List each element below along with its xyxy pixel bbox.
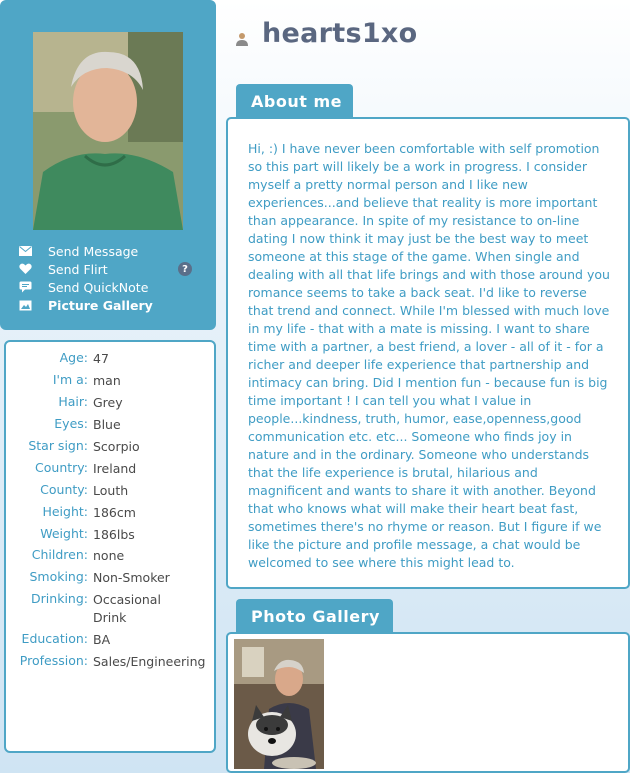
detail-value: Louth xyxy=(93,483,129,498)
speech-bubble-icon xyxy=(18,280,32,294)
send-flirt-label: Send Flirt xyxy=(48,261,108,277)
profile-photo[interactable] xyxy=(33,32,183,230)
tab-about-me[interactable]: About me xyxy=(236,84,353,118)
heart-icon xyxy=(18,262,32,276)
send-message-button[interactable] xyxy=(18,242,208,260)
detail-value: 47 xyxy=(93,351,109,366)
gallery-panel xyxy=(226,632,630,773)
detail-value: BA xyxy=(93,632,111,647)
detail-label: Eyes: xyxy=(54,416,88,431)
about-text: Hi, :) I have never been comfortable with self promotion so this part will likely be a work in progress. I consider myself a pretty normal person and I like new experiences...and believe that reality is more important than appearance. In spite of my resistance to on-line dating I now think it may just be the best way to meet someone at this stage of the game. When single and dealing with all that life brings and with those around you romance seems to take a back seat. I'd like to reverse that trend and connect. While I'm blessed with much love in my life - that with a mate is missing. I want to share time with a partner, a best friend, a lover - all of it - for a richer and deeper life experience that partnership and intimacy can bring. Did I mention fun - because fun is big time important ! I can tell you what I value in people...kindness, truth, humor, ease,openness,good communication etc. etc... Someone who finds joy in nature and in the ordinary. Someone who understands that the life experience is brutal, hilarious and magnificent and wants to share it with another. Beyond that who knows what will make their heart beat fast, sometimes there's no rhyme or reason. But I figure if we like the picture and profile message, a chat would be welcomed to see where this might lead to. xyxy=(248,141,610,570)
send-message-label: Send Message xyxy=(48,243,139,259)
detail-value: Sales/Engineering xyxy=(93,654,206,669)
detail-label: Education: xyxy=(21,631,88,646)
profile-card xyxy=(0,0,216,330)
tab-photo-gallery[interactable]: Photo Gallery xyxy=(236,599,393,633)
detail-value: Non-Smoker xyxy=(93,570,170,585)
detail-value: Blue xyxy=(93,417,121,432)
picture-gallery-button[interactable] xyxy=(18,296,208,314)
detail-value: 186cm xyxy=(93,505,136,520)
detail-label: County: xyxy=(40,482,88,497)
detail-value: Occasional Drink xyxy=(93,592,161,625)
detail-label: I'm a: xyxy=(52,372,88,387)
detail-value: Grey xyxy=(93,395,123,410)
detail-label: Profession: xyxy=(19,653,88,668)
profile-photo-image xyxy=(33,32,183,230)
detail-label: Hair: xyxy=(58,394,88,409)
detail-label: Age: xyxy=(59,350,88,365)
about-panel xyxy=(226,117,630,589)
detail-label: Weight: xyxy=(40,526,88,541)
envelope-icon xyxy=(18,244,32,258)
detail-label: Star sign: xyxy=(28,438,88,453)
profile-username: hearts1xo xyxy=(262,18,418,49)
profile-details xyxy=(4,340,216,753)
detail-label: Height: xyxy=(42,504,88,519)
picture-gallery-label: Picture Gallery xyxy=(48,297,153,313)
detail-label: Drinking: xyxy=(31,591,88,606)
user-icon xyxy=(236,31,248,45)
send-quicknote-label: Send QuickNote xyxy=(48,279,149,295)
detail-label: Smoking: xyxy=(29,569,88,584)
detail-value: none xyxy=(93,548,125,563)
detail-value: man xyxy=(93,373,121,388)
detail-value: Ireland xyxy=(93,461,137,476)
detail-label: Children: xyxy=(31,547,88,562)
profile-actions xyxy=(18,242,208,314)
gallery-thumbnail-image xyxy=(234,639,324,769)
picture-icon xyxy=(18,298,32,312)
gallery-thumbnail[interactable] xyxy=(234,639,324,769)
help-icon[interactable]: ? xyxy=(178,262,192,276)
detail-value: Scorpio xyxy=(93,439,140,454)
send-quicknote-button[interactable] xyxy=(18,278,208,296)
detail-value: 186lbs xyxy=(93,527,135,542)
detail-label: Country: xyxy=(35,460,88,475)
